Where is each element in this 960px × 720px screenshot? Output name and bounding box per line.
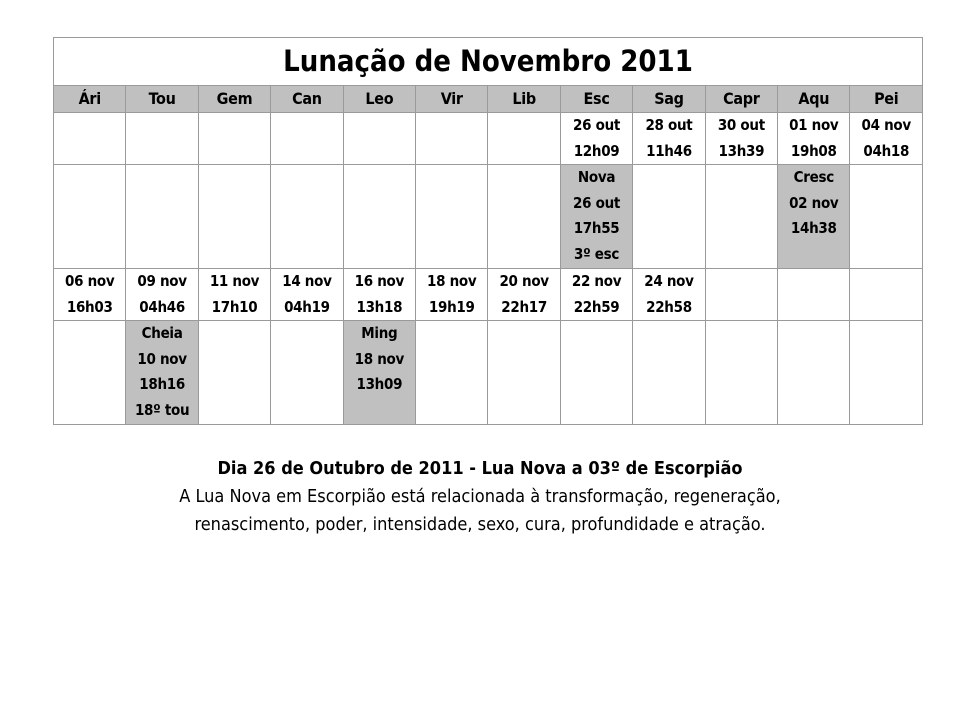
ingress-row xyxy=(54,113,923,165)
cell-line: 19h19 xyxy=(428,297,475,316)
sign-header: Aqu xyxy=(778,86,850,113)
cell-line: 17h10 xyxy=(211,297,258,316)
ingress-cell xyxy=(54,269,126,321)
cell-line: 13h39 xyxy=(718,141,765,160)
ingress-cell xyxy=(633,113,705,165)
cell-line: 18 nov xyxy=(427,272,477,290)
cell-line: 26 out xyxy=(573,193,621,212)
sign-header: Pei xyxy=(850,86,923,113)
cell-line: 16 nov xyxy=(354,272,404,290)
sign-header: Capr xyxy=(705,86,777,113)
cell-line: 30 out xyxy=(717,116,765,134)
ingress-row xyxy=(54,269,923,321)
caption-text-line: renascimento, poder, intensidade, sexo, cura, profundidade e atração. xyxy=(194,514,766,535)
cell-line: 04h18 xyxy=(863,141,910,160)
cell-line: 16h03 xyxy=(66,297,113,316)
sign-header: Leo xyxy=(343,86,415,113)
empty-cell xyxy=(850,321,923,425)
cell-line: 13h18 xyxy=(356,297,403,316)
sign-header: Ári xyxy=(54,86,126,113)
ingress-cell xyxy=(488,269,560,321)
empty-cell xyxy=(488,113,560,165)
sign-header: Lib xyxy=(488,86,560,113)
cell-line: 06 nov xyxy=(65,272,115,290)
lunation-table xyxy=(53,37,923,425)
sign-header: Sag xyxy=(633,86,705,113)
cell-line: 18º tou xyxy=(134,400,190,419)
cell-line: 22h58 xyxy=(646,297,692,316)
empty-cell xyxy=(198,113,270,165)
cell-line: 18 nov xyxy=(354,349,404,368)
empty-cell xyxy=(416,165,488,269)
cell-line: 22h17 xyxy=(501,297,547,316)
ingress-cell xyxy=(705,113,777,165)
empty-cell xyxy=(488,321,560,425)
cell-line: 10 nov xyxy=(137,349,187,368)
moon-phase-cell xyxy=(560,165,632,269)
empty-cell xyxy=(778,269,850,321)
cell-line: 12h09 xyxy=(573,141,620,160)
cell-line: 26 out xyxy=(573,116,621,134)
table-title: Lunação de Novembro 2011 xyxy=(54,38,923,86)
cell-line: Nova xyxy=(577,168,616,186)
cell-line: 14h38 xyxy=(790,219,837,237)
empty-cell xyxy=(126,165,198,269)
ingress-cell xyxy=(560,269,632,321)
empty-cell xyxy=(271,165,343,269)
empty-cell xyxy=(705,165,777,269)
empty-cell xyxy=(416,321,488,425)
moon-phase-cell xyxy=(126,321,198,425)
sign-header-row xyxy=(54,86,923,113)
cell-line: 09 nov xyxy=(137,272,187,290)
cell-line: 01 nov xyxy=(789,116,839,134)
ingress-cell xyxy=(850,113,923,165)
cell-line: Ming xyxy=(361,324,398,342)
empty-cell xyxy=(416,113,488,165)
cell-line: 11 nov xyxy=(209,272,260,290)
cell-line: 04 nov xyxy=(861,116,911,134)
ingress-cell xyxy=(633,269,705,321)
cell-line: 20 nov xyxy=(499,272,549,290)
cell-line: 17h55 xyxy=(573,219,620,237)
empty-cell xyxy=(54,113,126,165)
empty-cell xyxy=(343,165,415,269)
sign-header: Esc xyxy=(560,86,632,113)
empty-cell xyxy=(198,321,270,425)
cell-line: 14 nov xyxy=(282,272,332,290)
cell-line: 02 nov xyxy=(789,193,839,212)
ingress-cell xyxy=(271,269,343,321)
caption-text-line: A Lua Nova em Escorpião está relacionada à transformação, regeneração, xyxy=(179,486,781,507)
empty-cell xyxy=(633,165,705,269)
ingress-cell xyxy=(198,269,270,321)
sign-header: Gem xyxy=(198,86,270,113)
phase-row xyxy=(54,165,923,269)
moon-phase-cell xyxy=(343,321,415,425)
sign-header: Can xyxy=(271,86,343,113)
sign-header: Vir xyxy=(416,86,488,113)
empty-cell xyxy=(850,165,923,269)
cell-line: 28 out xyxy=(645,116,693,134)
cell-line: 04h19 xyxy=(284,297,330,316)
sign-header: Tou xyxy=(126,86,198,113)
empty-cell xyxy=(705,321,777,425)
caption xyxy=(0,455,960,539)
empty-cell xyxy=(126,113,198,165)
empty-cell xyxy=(343,113,415,165)
ingress-cell xyxy=(416,269,488,321)
caption-headline: Dia 26 de Outubro de 2011 - Lua Nova a 03º de Escorpião xyxy=(217,458,743,479)
empty-cell xyxy=(850,269,923,321)
empty-cell xyxy=(198,165,270,269)
moon-phase-cell xyxy=(778,165,850,269)
cell-line: 3º esc xyxy=(574,244,620,263)
cell-line: 24 nov xyxy=(644,272,694,290)
cell-line: 22h59 xyxy=(573,297,620,316)
phase-row xyxy=(54,321,923,425)
cell-line: 19h08 xyxy=(790,141,837,160)
empty-cell xyxy=(778,321,850,425)
empty-cell xyxy=(271,113,343,165)
ingress-cell xyxy=(343,269,415,321)
cell-line: Cresc xyxy=(793,168,834,186)
cell-line: 04h46 xyxy=(139,297,185,316)
empty-cell xyxy=(633,321,705,425)
empty-cell xyxy=(488,165,560,269)
empty-cell xyxy=(54,321,126,425)
empty-cell xyxy=(54,165,126,269)
empty-cell xyxy=(271,321,343,425)
cell-line: Cheia xyxy=(141,324,183,342)
empty-cell xyxy=(560,321,632,425)
ingress-cell xyxy=(560,113,632,165)
cell-line: 22 nov xyxy=(571,272,622,290)
cell-line: 18h16 xyxy=(139,375,185,393)
cell-line: 13h09 xyxy=(356,375,403,393)
ingress-cell xyxy=(778,113,850,165)
empty-cell xyxy=(705,269,777,321)
cell-line: 11h46 xyxy=(646,141,692,160)
ingress-cell xyxy=(126,269,198,321)
